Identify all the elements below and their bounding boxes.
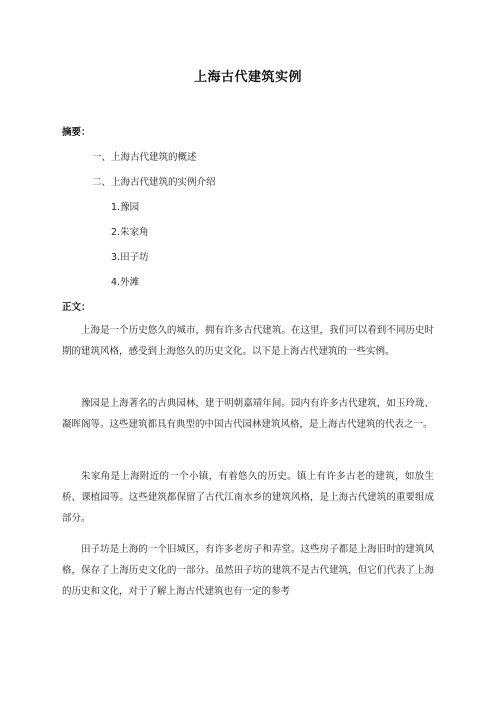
body-label: 正文： <box>62 302 91 313</box>
body-paragraph-intro: 上海是一个历史悠久的城市，拥有许多古代建筑。在这里，我们可以看到不同历史时期的建筑风格，感受到上海悠久的历史文化。以下是上海古代建筑的一些实例。 <box>62 325 434 357</box>
outline-item-1: 一、上海古代建筑的概述 <box>92 152 197 163</box>
document-title: 上海古代建筑实例 <box>193 70 302 85</box>
outline-item-2: 二、上海古代建筑的实例介绍 <box>92 177 216 188</box>
example-item-yuyuan: 1.豫园 <box>111 202 140 213</box>
body-paragraph-tianzifang: 田子坊是上海的一个旧城区，有许多老房子和弄堂。这些房子都是上海旧时的建筑风格，保存了上海历史文化的一部分。虽然田子坊的建筑不是古代建筑，但它们代表了上海的历史和文化，对于了解上海古代建筑也有一定的参考 <box>62 544 434 597</box>
body-paragraph-zhujiajiao: 朱家角是上海附近的一个小镇，有着悠久的历史。镇上有许多古老的建筑，如放生桥、课植园等。这些建筑都保留了古代江南水乡的建筑风格，是上海古代建筑的重要组成部分。 <box>62 471 434 524</box>
example-item-bund: 4.外滩 <box>111 277 140 288</box>
body-paragraph-yuyuan: 豫园是上海著名的古典园林，建于明朝嘉靖年间。园内有许多古代建筑，如玉玲珑、凝晖阁等。这些建筑都具有典型的中国古代园林建筑风格，是上海古代建筑的代表之一。 <box>62 398 434 430</box>
example-item-zhujiajiao: 2.朱家角 <box>111 227 149 238</box>
example-item-tianzifang: 3.田子坊 <box>111 252 149 263</box>
abstract-label: 摘要： <box>62 127 91 138</box>
